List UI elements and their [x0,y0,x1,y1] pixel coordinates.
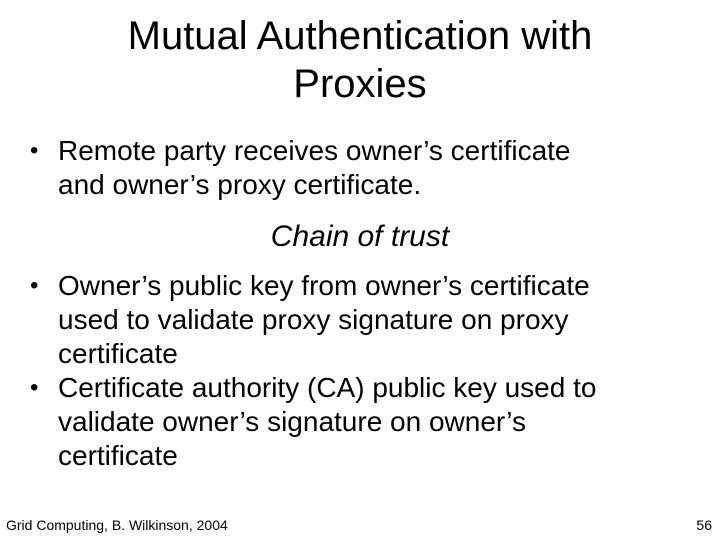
bullet-text-line: and owner’s proxy certificate. [58,169,422,200]
bullet-text-line: Remote party receives owner’s certificate [58,135,571,166]
bullet-item [30,371,710,473]
title-line-2: Proxies [293,62,427,106]
footer-credit: Grid Computing, B. Wilkinson, 2004 [6,517,228,533]
bullet-dot-icon: • [30,272,39,299]
subheading-chain-of-trust: Chain of trust [270,220,450,253]
bullet-dot-icon: • [30,374,39,401]
bullet-text-line: certificate [58,440,178,471]
bullet-dot-icon: • [30,137,39,164]
bullet-text-line: certificate [58,338,178,369]
bullet-list-top [30,134,710,202]
title-line-1: Mutual Authentication with [127,14,593,58]
bullet-text-line: Owner’s public key from owner’s certificate [58,270,590,301]
bullet-text-line: used to validate proxy signature on proxy [58,304,569,335]
bullet-item [30,269,710,371]
bullet-text-line: validate owner’s signature on owner’s [58,406,526,437]
bullet-list-bottom [30,269,710,473]
page-number: 56 [696,517,712,533]
bullet-text-line: Certificate authority (CA) public key used to [58,372,597,403]
slide-title [0,12,720,108]
bullet-item [30,134,710,202]
